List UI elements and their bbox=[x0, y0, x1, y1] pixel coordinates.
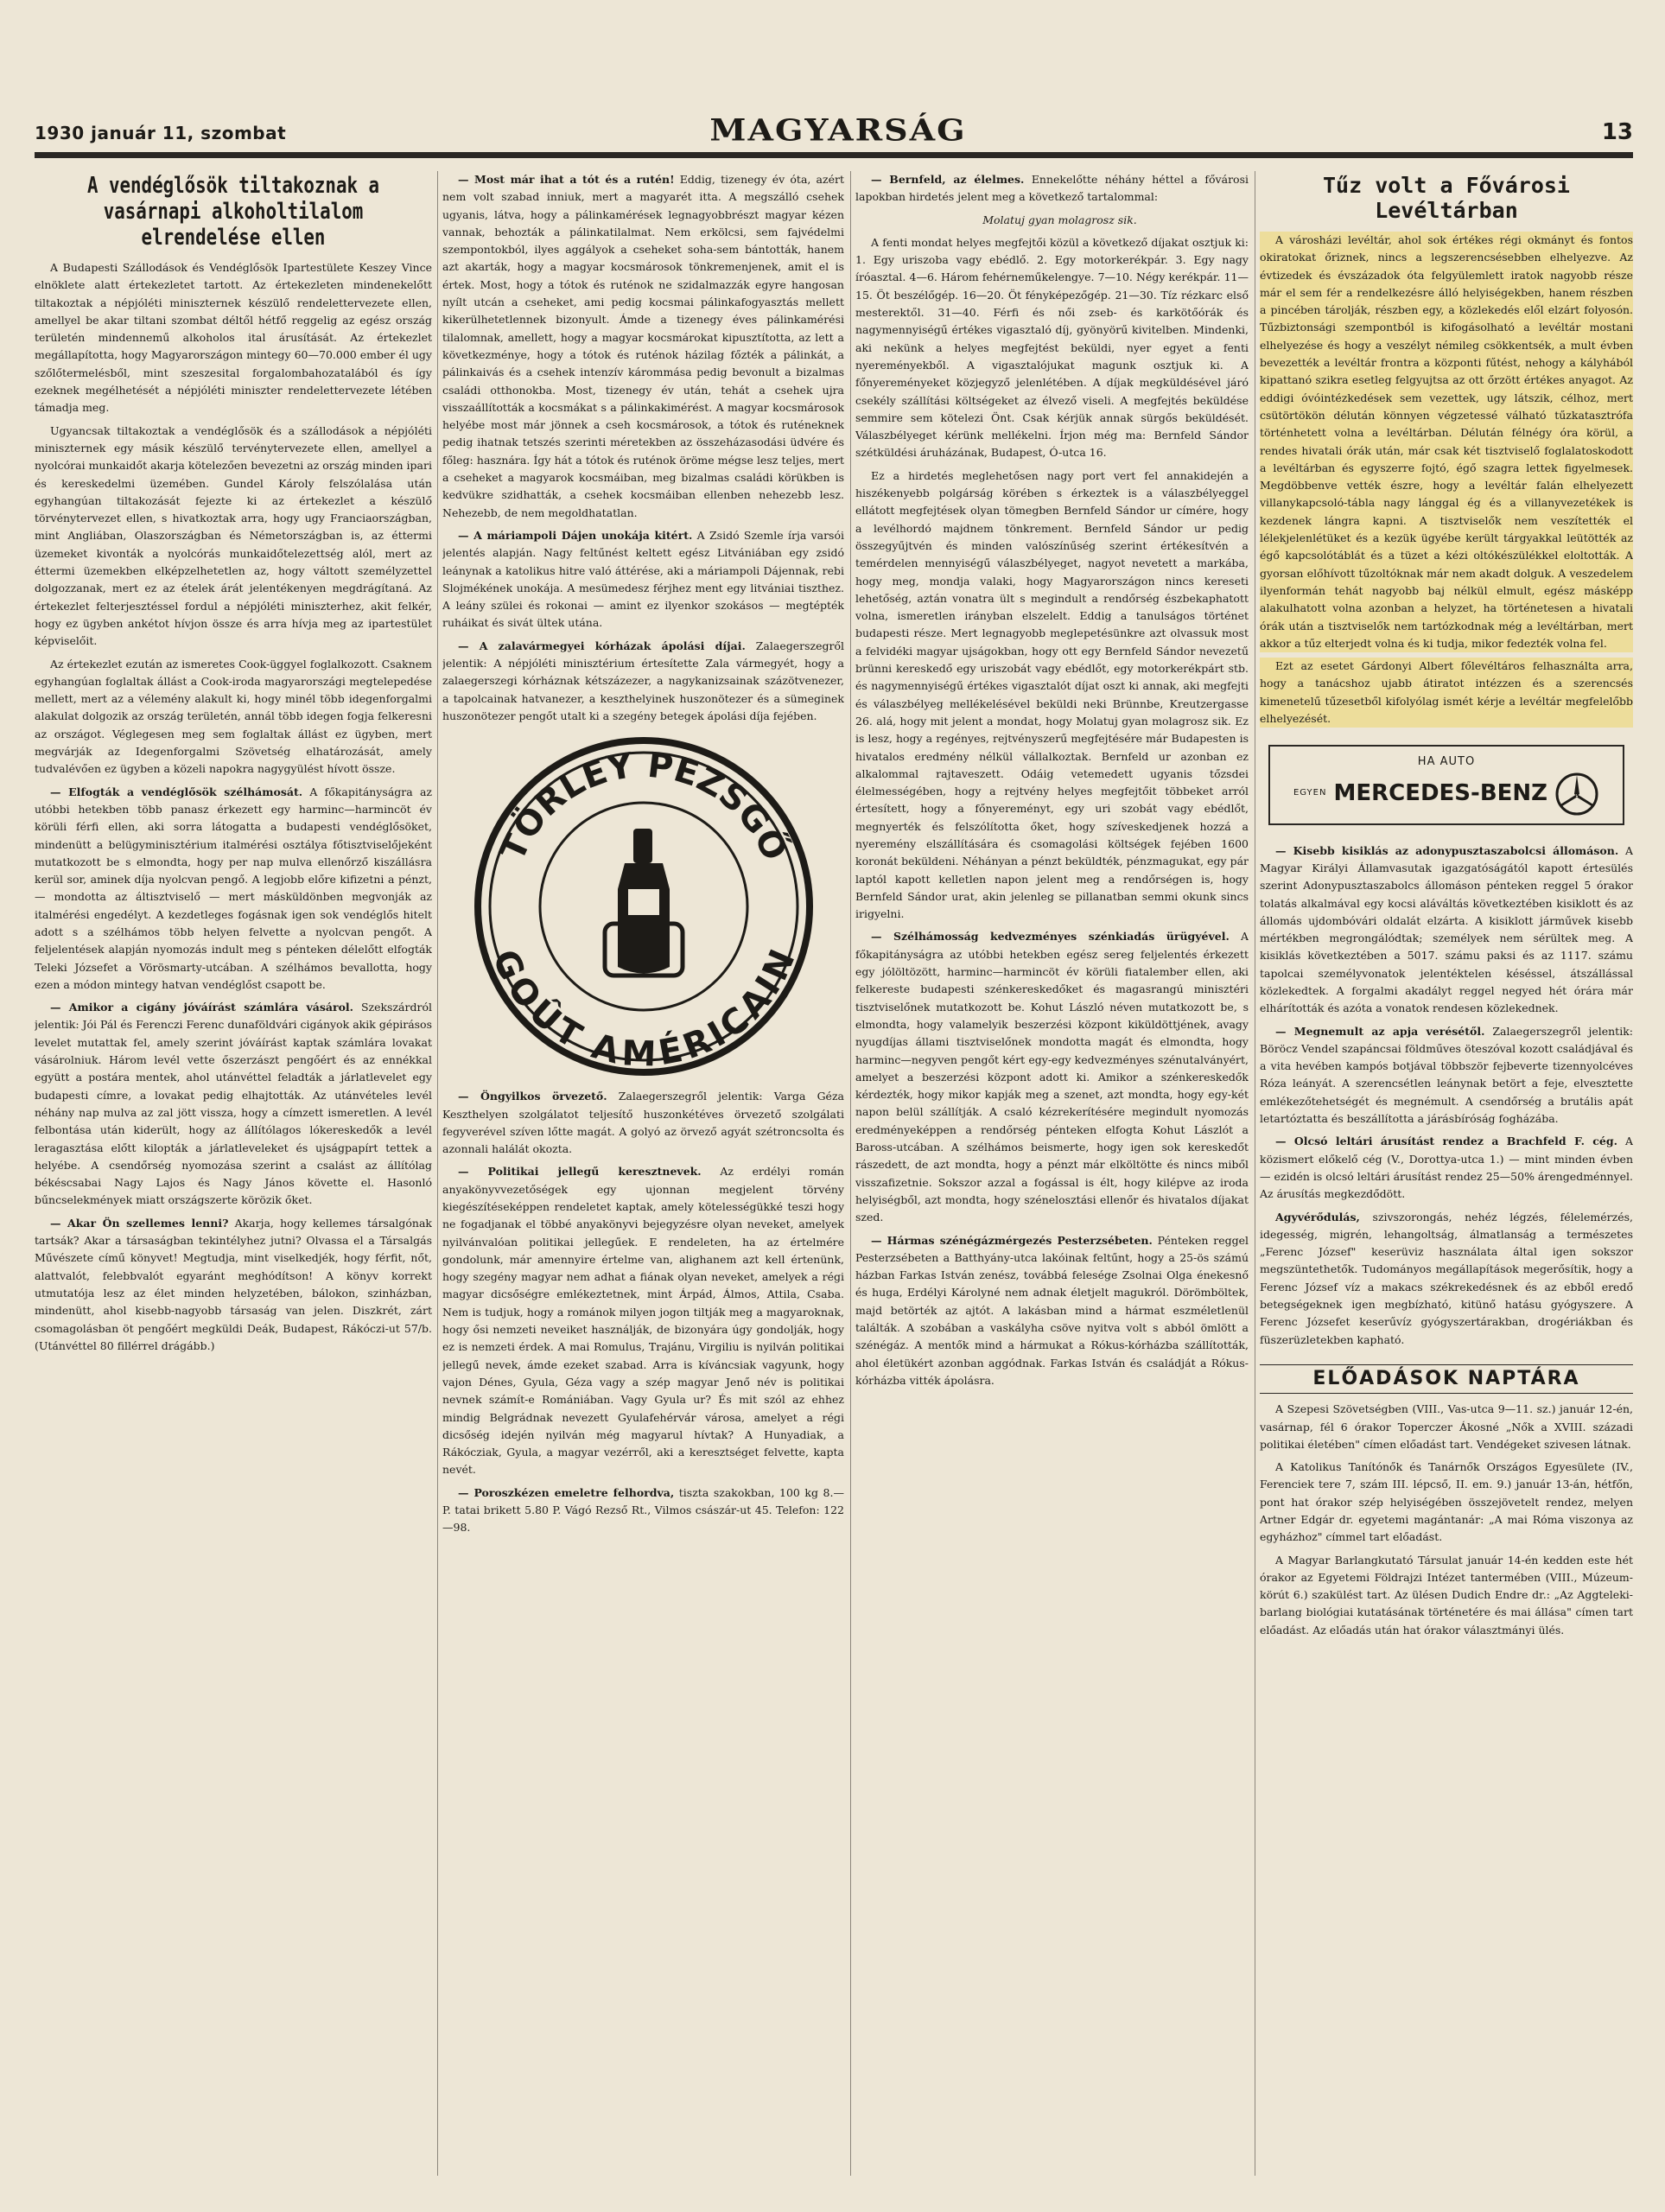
article-item bbox=[442, 1088, 844, 1158]
logo-text-bottom: GOÛT AMÉRICAIN bbox=[484, 944, 803, 1075]
column-4 bbox=[1260, 171, 1633, 2176]
header-rule bbox=[35, 152, 1633, 158]
article-item bbox=[442, 527, 844, 632]
issue-date: 1930 január 11, szombat bbox=[35, 123, 287, 143]
article-item bbox=[442, 1484, 844, 1537]
item-text: A főkapitányságra az utóbbi hetekben egész sereg feljelentés érkezett egy jólöltözött, harminc—harmincöt év körüli fiatalember ellen, aki felkereste budapesti szénkereskedőket és magasrangú minisztéri tisztviselőnek mutatkozott be. Kohut László néven mutatkozott be, s elmondta, hogy valamelyik beszerzési központ kiküldöttjének, avagy nyugdíjas állami tisztviselőnek mondotta magát és elmondta, hogy harminc—negyven pengőt kért egy-egy kedvezményes szénutalványért, amelyet a beszerzési központ adott ki. Amikor a szénkereskedők kérdezték, hogy mikor kapják meg a szenet, azt mondta, hogy egy-két napon belül szállítják. A csaló kézrekerítésére megindult nyomozás eredményeképpen a rendőrség pénteken elfogta Kohut Lászlót a Baross-utcában. A szélhámos beismerte, hogy igen sok kereskedőt rászedett, de azt mondta, hogy a pénzt már elköltötte és nincs miből visszafizetnie. Sokszor azzal a fogással is élt, hogy kilépve az iroda helyiségből, azt mondta, hogy szénelosztási ellenőr és hivatalos díjakat szed. bbox=[855, 930, 1249, 1224]
item-lead: — Szélhámosság kedvezményes szénkiadás ürügyével. bbox=[871, 930, 1230, 944]
article-paragraph: Ez a hirdetés meglehetősen nagy port vert fel annakidején a hiszékenyebb polgárság körében s érkeztek is a válaszbélyeggel ellátott megfejtések olyan tömegben Bernfeld Sándor ur címére, hogy a levélhordó majdnem tönkrement. Bernfeld Sándor ur pedig összegyűjtvén és minden valószínűség szerint értékesítvén a temérdelen mennyiségű válaszbélyeget, nagyot nevetett a markába, hogy meg, mondja valaki, hogy Magyarországon nincs kereseti lehetőség, aztán vonatra ült s megindult a rendőrség észbekaphatott volna, ismeretlen irányban elszelelt. Eddig a tanulságos történet budapesti része. Mert legnagyobb meglepetésünkre azt olvassuk most a felvidéki magyar ujságokban, hogy ott egy Bernfeld Sándor nevezetű brünni kereskedő egy uriszobát vagy ebédlőt, egy motorkerékpárt stb. és nagymennyiségű értékes vigasztalót díjat oszt ki annak, aki megfejti és válaszbélyeg mellékelésével beküldi neki Brünnbe, Kreutzergasse 26. alá, hogy mit jelent a mondat, hogy Molatuj gyan molagrosz sik. Ez is lesz, hogy a regényes, rejtvényszerű megfejtésére már Budapesten is hivatalos eredmény nélkül vállalkoztak. Bernfeld ur azonban ez alkalommal rajtaveszett. Odáig vetemedett ugyanis tőzsdei élelmességében, hogy a rejtvény helyes megfejtőit többeket arról értesített, hogy a főnyereményt, egy uri szobát vagy ebédlőt, megnyerték és felszólította őket, hogy szíveskedjenek hozzá a nyeremény elszállítására és csomagolási költségek fejében 1600 koronát beküldeni. Néhányan a pénzt beküldték, pénzmagukat, egy pár laptól kapott kelletlen napon jelent meg a rendőrségen is, hogy Bernfeld Sándor urat, akin jelenleg se pillanatban semmi okunk sincs irigyelni. bbox=[855, 468, 1249, 921]
item-text: A Zsidó Szemle írja varsói jelentés alapján. Nagy feltűnést keltett egész Litvániában egy zsidó leánynak a katolikus hitre való áttérése, aki a máriampoli Dájennak, rebi Slojmékének unokája. A mesümedesz férjhez ment egy litvániai tiszthez. A leány szülei és rokonai — amint ez ilyenkor szokásos — megtépték ruháikat és sivát ültek utána. bbox=[442, 528, 844, 630]
column-3 bbox=[855, 171, 1249, 2176]
article-item bbox=[855, 171, 1249, 207]
article-item bbox=[35, 784, 432, 995]
article-paragraph: Az értekezlet ezután az ismeretes Cook-üggyel foglalkozott. Csaknem egyhangúan foglaltak állást a Cook-iroda magyarországi megtelepedése mellett, mert az a vélemény alakult ki, hogy minél több idegenforgalmi alakulat dolgozik az ország területén, annál több idegen fogja felkeresni az országot. Véglegesen meg sem foglaltak állást ez ügyben, mert megvárják az Idegenforgalmi Szövetség elhatározását, amely tudvalévően ez ügyben a közeli napokra nagygyülést hívott össze. bbox=[35, 657, 432, 776]
article-paragraph: A Budapesti Szállodások és Vendéglősök Ipartestülete Keszey Vince elnöklete alatt értekezletet tartott. Az értekezleten mindenekelőtt tiltakoztak a népjóléti miniszternek készülő rendelettervezete ellen, amellyel be akar tiltani szombat déltől hétfő reggelig az egész ország területén mindennemű alkoholos ital árusítását. Az értekezlet megállapította, hogy Magyarországon mintegy 60—70.000 ember él ugy szőlőtermelésből, mint szeszesital forgalombahozatalából és így ezeknek megélhetését a népjóléti miniszter rendelettervezete létében támadja meg. bbox=[35, 261, 432, 415]
item-lead: — Öngyilkos örvezető. bbox=[458, 1090, 607, 1103]
item-text: Zalaegerszegről jelentik: Varga Géza Keszthelyen szolgálatot teljesítő huszonkétéves örvezető szolgálati fegyverével szíven lőtte magát. A golyó az örvező agyát szétroncsolta és azonnali halálát okozta. bbox=[442, 1090, 844, 1156]
article-item bbox=[35, 999, 432, 1210]
ad-brand-row bbox=[1275, 772, 1617, 817]
torley-pezsgo-logo bbox=[462, 734, 825, 1079]
item-lead: — Poroszkézen emeletre felhordva, bbox=[458, 1485, 675, 1499]
column-divider bbox=[437, 171, 438, 2176]
item-text: A főkapitányságra az utóbbi hetekben több panasz érkezett egy harminc—harmincöt év körüli férfi ellen, aki sorra látogatta a budapesti vendéglősöket, mindenütt a belügyminisztérium italmérési osztálya főtisztviselőjeként mutatkozott be s elmondta, hogy per nap mulva ellenőrző kiszállásra kerül sor, aminek díja nyolcvan pengő. A legjobb előre kifizetni a pénzt, — mondotta az áltisztviselő — mert másküldönben megvonják az italmérési engedélyt. A kezdetleges fogásnak igen sok vendéglős hitelt adott s a szélhámos több helyen felvette a nyolcvan pengőt. A feljelentések alapján nyomozás indult meg s pénteken délelőtt elfogták Teleki Józsefet a Vörösmarty-utcában. A szélhámos bevallotta, hogy ezen a módon mintegy hatvan vendéglőst csapott be. bbox=[35, 785, 432, 991]
item-lead: — Hármas szénégázmérgezés Pesterzsébeten. bbox=[871, 1233, 1153, 1247]
article-item bbox=[1260, 1023, 1633, 1128]
masthead: MAGYARSÁG bbox=[709, 112, 967, 148]
quoted-phrase: Molatuj gyan molagrosz sik. bbox=[982, 213, 1137, 226]
column-1 bbox=[35, 171, 432, 2176]
item-lead: — Most már ihat a tót és a rutén! bbox=[458, 173, 675, 186]
article-item bbox=[1260, 1133, 1633, 1203]
article-item bbox=[442, 1163, 844, 1478]
item-lead: — Bernfeld, az élelmes. bbox=[871, 173, 1025, 186]
item-lead: — Akar Ön szellemes lenni? bbox=[50, 1216, 229, 1230]
page-header bbox=[35, 111, 1633, 152]
ad-tagline: HA AUTO bbox=[1417, 755, 1476, 769]
event-listing: A Katolikus Tanítónők és Tanárnők Országos Egyesülete (IV., Ferenciek tere 7, szám III. lépcső, II. em. 9.) január 13-án, hétfőn, pont hat órakor szép helyiségében összejövetelt rendez, melyen Artner Edgár dr. egyetemi magántanár: „A mai Róma viszonya az egyházhoz" címmel tart előadást. bbox=[1260, 1460, 1633, 1544]
article-item bbox=[1260, 842, 1633, 1018]
article-item bbox=[442, 638, 844, 725]
item-text: Szekszárdról jelentik: Jói Pál és Ferenczi Ferenc dunaföldvári cigányok akik gépirásos levelet mutattak fel, amely szerint jóváírást kaptak számlára lovakat vásárolniuk. Három levél vette őszerzászt pengőért és az ennékkal együtt a postára mentek, ahol utánvéttel feladták a járlatlevelet egy budapesti címre, a lovakat pedig elhajtották. Az utánvételes levél néhány nap mulva az zal jött vissza, hogy a címzett ismeretlen. A levél felbontása után kiderült, hogy az állítólagos lókereskedők a levél leragasztása előtt kilopták a járlatleveleket és ujságpapírt tettek a helyébe. A csendőrség nyomozása szerint a csalást az állítólag békéscsabai Nagy Lajos és Nagy János követte el. Hasonló bűncselekmények miatt országszerte körözik őket. bbox=[35, 1001, 432, 1207]
item-text: Akarja, hogy kellemes társalgónak tartsák? Akar a társaságban tekintélyhez jutni? Olvassa el a Társalgás Művészete című könyvet! Megtudja, mint viselkedjék, hogy férfit, nőt, alattvalót, felebbvalót egyaránt meghódítson! A könyv korrekt utmutatója lesz az élet minden helyzetében, bálokon, szinházban, mindenütt, ahol kisebb-nagyobb társaság van jelen. Diszkrét, zárt csomagolásban öt pengőért megküldi Deák, Budapest, Rákóczi-ut 57/b. (Utánvéttel 80 fillérrel drágább.) bbox=[35, 1216, 432, 1352]
article-item bbox=[35, 1215, 432, 1355]
article-paragraph: Ugyancsak tiltakoztak a vendéglősök és a szállodások a népjóléti miniszternek egy másik készülő tervénytervezete ellen, amellyel a nyolcórai munkaidőt akarja kötelezően bevezetni az ország minden ipari és kereskedelmi üzemében. Gundel Károly felszólalása után egyhangúan tiltakozását fejezte ki az értekezlet a készülő törvénytervezet ellen, s hivatkoztak arra, hogy ugy Franciaországban, mint Angliában, Olaszországban és Németországban is, az éttermi üzemeket kivonták a nyolcórás munkaidőtelezettség alól, mert az éttermi üzemekben elképzelhetetlen az, hogy váltott személyzettel dolgozzanak, mert ez az ételek árát jelentékenyen megdrágítaná. Az értekezlet felterjesztéssel fordul a népjóléti miniszterhez, akit felkér, hogy ez ügyben ankétot hívjon össze és arra hívja meg az ipartestület képviselőit. bbox=[35, 423, 432, 648]
item-text: A Magyar Királyi Államvasutak igazgatóságától kapott értesülés szerint Adonypusztaszabolcs állomáson pénteken reggel 5 órakor tolatás alkalmával egy kocsi aláváltás következtében kisiklott és az állomás ujdombóvári oldalát elzárta. A kisiklott járművek kisebb mértékben megrongálódtak; személyek nem sérültek meg. A kisiklás következtében a 5017. számu paksi és az 1117. számu tapolcai személyvonatok jelentéktelen késéssel, átszállással közlekedtek. A forgalmi akadályt reggel negyed hét órára már elhárították és azóta a vonatok rendesen közlekednek. bbox=[1260, 843, 1633, 1015]
champagne-bottle-icon bbox=[605, 829, 683, 976]
article-paragraph: A városházi levéltár, ahol sok értékes régi okmányt és fontos okiratokat őriznek, nincs a legszerencsésebben elhelyezve. Az évtizedek és évszázadok óta felgyülemlett iratok nagyobb része már el sem fér a rendelkezésre álló helyiségekben, hanem részben a pincében tárolják, részben egy, a közlekedés elől elzárt folyosón. Tűzbiztonsági szempontból is kifogásolható a levéltár mostani elhelyezése és hogy a veszélyt némileg csökkentsék, a mult évben bevezették a levéltár frontra a központi fűtést, nehogy a kályhából kipattanó szikra esetleg felgyujtsa az ott őrzött értékes anyagot. Az eddigi óvóintézkedések sem vezettek, ugy látszik, célhoz, mert csütörtökön délután könnyen végzetessé válható tűzkatasztrófa történhetett volna a levéltárban. Délután félnégy óra körül, a rendes hivatali órák után, már csak két tisztviselő foglalatoskodott a levéltárban és egyszerre fojtó, égő szagra lettek figyelmesek. Megdöbbenve vették észre, hogy a levéltár falán elhelyezett villanykapcsoló-tábla nagy lánggal ég és a villanyvezetékek is kezdenek lángra kapni. A tisztviselők nem veszítették el lélekjelenlétüket és a kezük ügyébe került tárgyakkal leütötték az égő kapcsolótáblát és a tüzet a kézi oltókészülékkel eloltották. A gyorsan előhívott tűzoltóknak már nem akadt dolguk. A veszedelem ilyenformán tehát nagyobb baj nélkül elmult, egész másképp alakulhatott volna azonban a helyzet, ha történetesen a hivatali órák után a tisztviselők nem tartózkodnak még a levéltárban, mert akkor a tűz elterjedt volna és ki tudja, mikor fedezték volna fel. bbox=[1260, 232, 1633, 652]
item-lead: — Amikor a cigány jóváírást számlára vásárol. bbox=[50, 1001, 354, 1014]
mercedes-benz-ad bbox=[1268, 745, 1624, 824]
page-number: 13 bbox=[1601, 119, 1633, 145]
item-lead: — Politikai jellegű keresztnevek. bbox=[458, 1165, 702, 1179]
column-2 bbox=[442, 171, 844, 2176]
item-lead: — A máriampoli Dájen unokája kitért. bbox=[458, 528, 693, 542]
item-text: Eddig, tizenegy év óta, azért nem volt szabad inniuk, mert a magyarét itta. A megszálló csehek ugyanis, látva, hogy a pálinkamérések legnagyobbrészt magyar kézen vannak, behozták a pálinkatilalmat. Nem erkölcsi, sem fajvédelmi szempontokból, ilyes aggályok a cseheket soha-sem bántották, hanem azt akarták, hogy a magyar kocsmárosok tönkremenjenek, amit el is értek. Most, hogy a tótok és ruténok ne szidalmazzák egyre hangosan nyílt utcán a cseheket, ami pedig kocsmai pálinkafogyasztás mellett kikerülhetetlennek bizonyult. Ámde a tizenegy éves pálinkamérési tilalomnak, amellett, hogy a magyar kocsmárokat kipusztította, az lett a következménye, hogy a tótok és ruténok házilag főzték a pálinkát, a pálinkaivás és a csehek intenzív kárommása pedig bevonult a bizalmas családi otthonokba. Most, tizenegy év után, tehát a csehek ujra visszaállították a kocsmákat s a pálinkakimérést. A magyar kocsmárosok helyébe most már jönnek a cseh kocsmárosok, a tótok és ruténeknek pedig ihatnak tetszés szerinti méretekben az összeházasodási üdvére és főleg: hasznára. Így hát a tótok és ruténok öröme mégse lesz teljes, mert a cseheket a magyarok kocsmáiban, meg bizalmas családi körükben is kedvükre szidhatták, a csehek kocsmáiban ellenben nehezebb lesz. Nehezebb, de nem megoldhatatlan. bbox=[442, 173, 844, 519]
article-item bbox=[855, 928, 1249, 1226]
item-lead: — Olcsó leltári árusítást rendez a Brachfeld F. cég. bbox=[1275, 1135, 1617, 1148]
item-text: Az erdélyi román anyakönyvvezetőségek egy ujonnan megjelent törvény kiegészítéseképpen rendeletet kaptak, amely kötelességükké teszi hogy ne fogadjanak el többé anyakönyvi bejegyzésre olyan neveket, amelyek nyilvánvalóan politikai jellegűek. E rendeleten, ha az értelmére gondolunk, már amennyire értelme van, alighanem azt kell értenünk, hogy szegény magyar nem adhat a fiának olyan neveket, amelyek a régi magyar dicsőségre emlékeztetnek, mint Árpád, Álmos, Attila, Csaba. Nem is tudjuk, hogy a románok milyen jogon tiltják meg a magyaroknak, hogy ősi nemzeti neveiket használják, de bizonyára úgy gondolják, hogy ez is nemzeti érdek. A mai Romulus, Trajánu, Virgiliu is nyilván politikai jellegű nevek, ámde ezeket szabad. Arra is kíváncsiak vagyunk, hogy vajon Dénes, Gyula, Géza vagy a szép magyar Jenő név is politikai nevnek számít-e Romániában. Vagy Gyula ur? És mit szól az ehhez mindig Belgrádnak nevezett Gyulafehérvár városa, amelyet a régi dicsőség idején nyilván még magyarul hívtak? A Hunyadiak, a Rákócziak, Gyula, a magyar vezérről, aki a keresztséget felvette, kapta nevét. bbox=[442, 1165, 844, 1477]
article-paragraph: A fenti mondat helyes megfejtői közül a következő díjakat osztjuk ki: 1. Egy uriszoba vagy ebédlő. 2. Egy motorkerékpár. 3. Egy nagy íróasztal. 4—6. Három fehérneműkelengye. 7—10. Négy kerékpár. 11—15. Öt beszélőgép. 16—20. Öt fényképezőgép. 21—30. Tíz rézkarc első mesterektől. 31—40. Férfi és női zseb- és karkötőórák és nagymennyiségű értékes vigasztaló díj, gyönyörű kivitelben. Mindenki, aki nekünk a helyes megfejtést beküldi, nyer egyet a fenti nyereményekből. A vigasztalójukat magunk osztjuk ki. A főnyereményeket közjegyző jelenlétében. A díjak megküldésével járó csekély szállítási költségeket az élvező viseli. A megfejtés beküldése semmire sem kötelezi Önt. Csak kérjük annak sürgős beküldését. Válaszbélyeget kérünk mellékelni. Írjon még ma: Bernfeld Sándor szétküldési áruházának, Budapest, Ó-utca 16. bbox=[855, 235, 1249, 460]
article-item bbox=[442, 171, 844, 522]
advertisement-text bbox=[1260, 1209, 1633, 1349]
item-text: Zalaegerszegről jelentik: A népjóléti minisztérium értesítette Zala vármegyét, hogy a zalaegerszegi kórháznak kétszázezer, a nagykanizsainak százötvenezer, a tapolcainak hatvanezer, a keszthelyinek huszonötezer és a sümeginek huszonötezer pengőt utalt ki a szegény betegek ápolási díja fejében. bbox=[442, 639, 844, 722]
item-lead: Agyvérődulás, bbox=[1275, 1210, 1360, 1224]
column-divider bbox=[850, 171, 851, 2176]
item-text: Ennekelőtte néhány héttel a fővárosi lapokban hirdetés jelent meg a következő tartalommal: bbox=[855, 173, 1249, 204]
event-listing: A Magyar Barlangkutató Társulat január 14-én kedden este hét órakor az Egyetemi Földrajzi Intézet tantermében (VIII., Múzeum-körút 6.) szakülést tart. Az ülésen Dudich Endre dr.: „Az Aggteleki-barlang biológiai kutatásának történetére és mai állása" címen tart előadást. Az előadás után hat órakor választmányi ülés. bbox=[1260, 1553, 1633, 1637]
event-listing: A Szepesi Szövetségben (VIII., Vas-utca 9—11. sz.) január 12-én, vasárnap, fél 6 órakor Toperczer Ákosné „Nők a XVIII. századi politikai életében" címen előadást tart. Vendégeket szivesen látnak. bbox=[1260, 1402, 1633, 1451]
article-headline: A vendéglősök tiltakoznak a vasárnapi alkoholtilalom elrendelése ellen bbox=[86, 173, 380, 251]
item-lead: — Kisebb kisiklás az adonypusztaszabolcsi állomáson. bbox=[1275, 843, 1619, 857]
item-text: Zalaegerszegről jelentik: Böröcz Vendel szapáncsai földműves öteszóval kozott családjával és a vita hevében kampós botjával többször fejbeverte tizennyolcéves Róza leányát. A szerencsétlen leánynak betört a feje, elvesztette emlékezőtehetségét és megnémult. A csendőrség a brutális apát letartóztatta és beszállította a járásbíróság fogházába. bbox=[1260, 1024, 1633, 1126]
mercedes-star-icon bbox=[1554, 772, 1599, 817]
item-lead: — Megnemult az apja verésétől. bbox=[1275, 1024, 1485, 1038]
item-text: tiszta szakokban, 100 kg 8.— P. tatai brikett 5.80 P. Vágó Rezső Rt., Vilmos császár-ut 45. Telefon: 122—98. bbox=[442, 1485, 844, 1535]
article-item bbox=[855, 1232, 1249, 1390]
item-text: Pénteken reggel Pesterzsébeten a Batthyány-utca lakóinak feltűnt, hogy a 25-ös számú házban Farkas István zenész, továbbá felesége Zsolnai Olga énekesnő és huga, Erdélyi Károlyné nem adnak életjelt magukról. Dörömböltek, majd betörték az ajtót. A lakásban mind a hármat eszméletlenül találták. A szobában a vaskályha csöve nyitva volt s abból ömlött a szénégáz. A mentők mind a hármukat a Rókus-kórházba szállították, ahol életükért azonban aggódnak. Farkas István és családját a Rókus-kórházba vitték ápolásra. bbox=[855, 1233, 1249, 1387]
item-text: A közismert előkelő cég (V., Dorottya-utca 1.) — mint minden évben — ezidén is olcsó leltári árusítást rendez 25—50% árengedménnyel. Az árusítás megkezdődött. bbox=[1260, 1135, 1633, 1201]
ad-prefix: EGYEN bbox=[1293, 788, 1327, 798]
item-text: szivszorongás, nehéz légzés, félelemérzés, idegesség, migrén, lehangoltság, álmatlanság a természetes „Ferenc József" keserüviz használata által igen sokszor megszüntethetők. Tudományos megállapítások megerősítik, hogy a Ferenc József víz a makacs székrekedésnek és az ebből eredő betegségeknek igen megbízható, kitünő hatásu gyógyszere. A Ferenc Józsefet keserűvíz gyógyszertárakban, drogériákban és füszerüzletekben kapható. bbox=[1260, 1210, 1633, 1346]
section-title: ELŐADÁSOK NAPTÁRA bbox=[1260, 1364, 1633, 1394]
article-paragraph: Ezt az esetet Gárdonyi Albert főlevéltáros felhasználta arra, hogy a tanácshoz ujabb átiratot intézzen és a szerencsés kimenetelű tűzesetből kifolyólag ismét kérje a levéltár megfelelőbb elhelyezését. bbox=[1260, 658, 1633, 728]
ad-brand: MERCEDES-BENZ bbox=[1333, 780, 1548, 807]
article-headline: Tűz volt a Fővárosi Levéltárban bbox=[1323, 173, 1570, 223]
logo-text-top: TÖRLEY PEZSGŐ bbox=[492, 745, 795, 868]
item-lead: — Elfogták a vendéglősök szélhámosát. bbox=[50, 785, 303, 798]
item-lead: — A zalavármegyei kórházak ápolási díjai. bbox=[458, 639, 746, 652]
